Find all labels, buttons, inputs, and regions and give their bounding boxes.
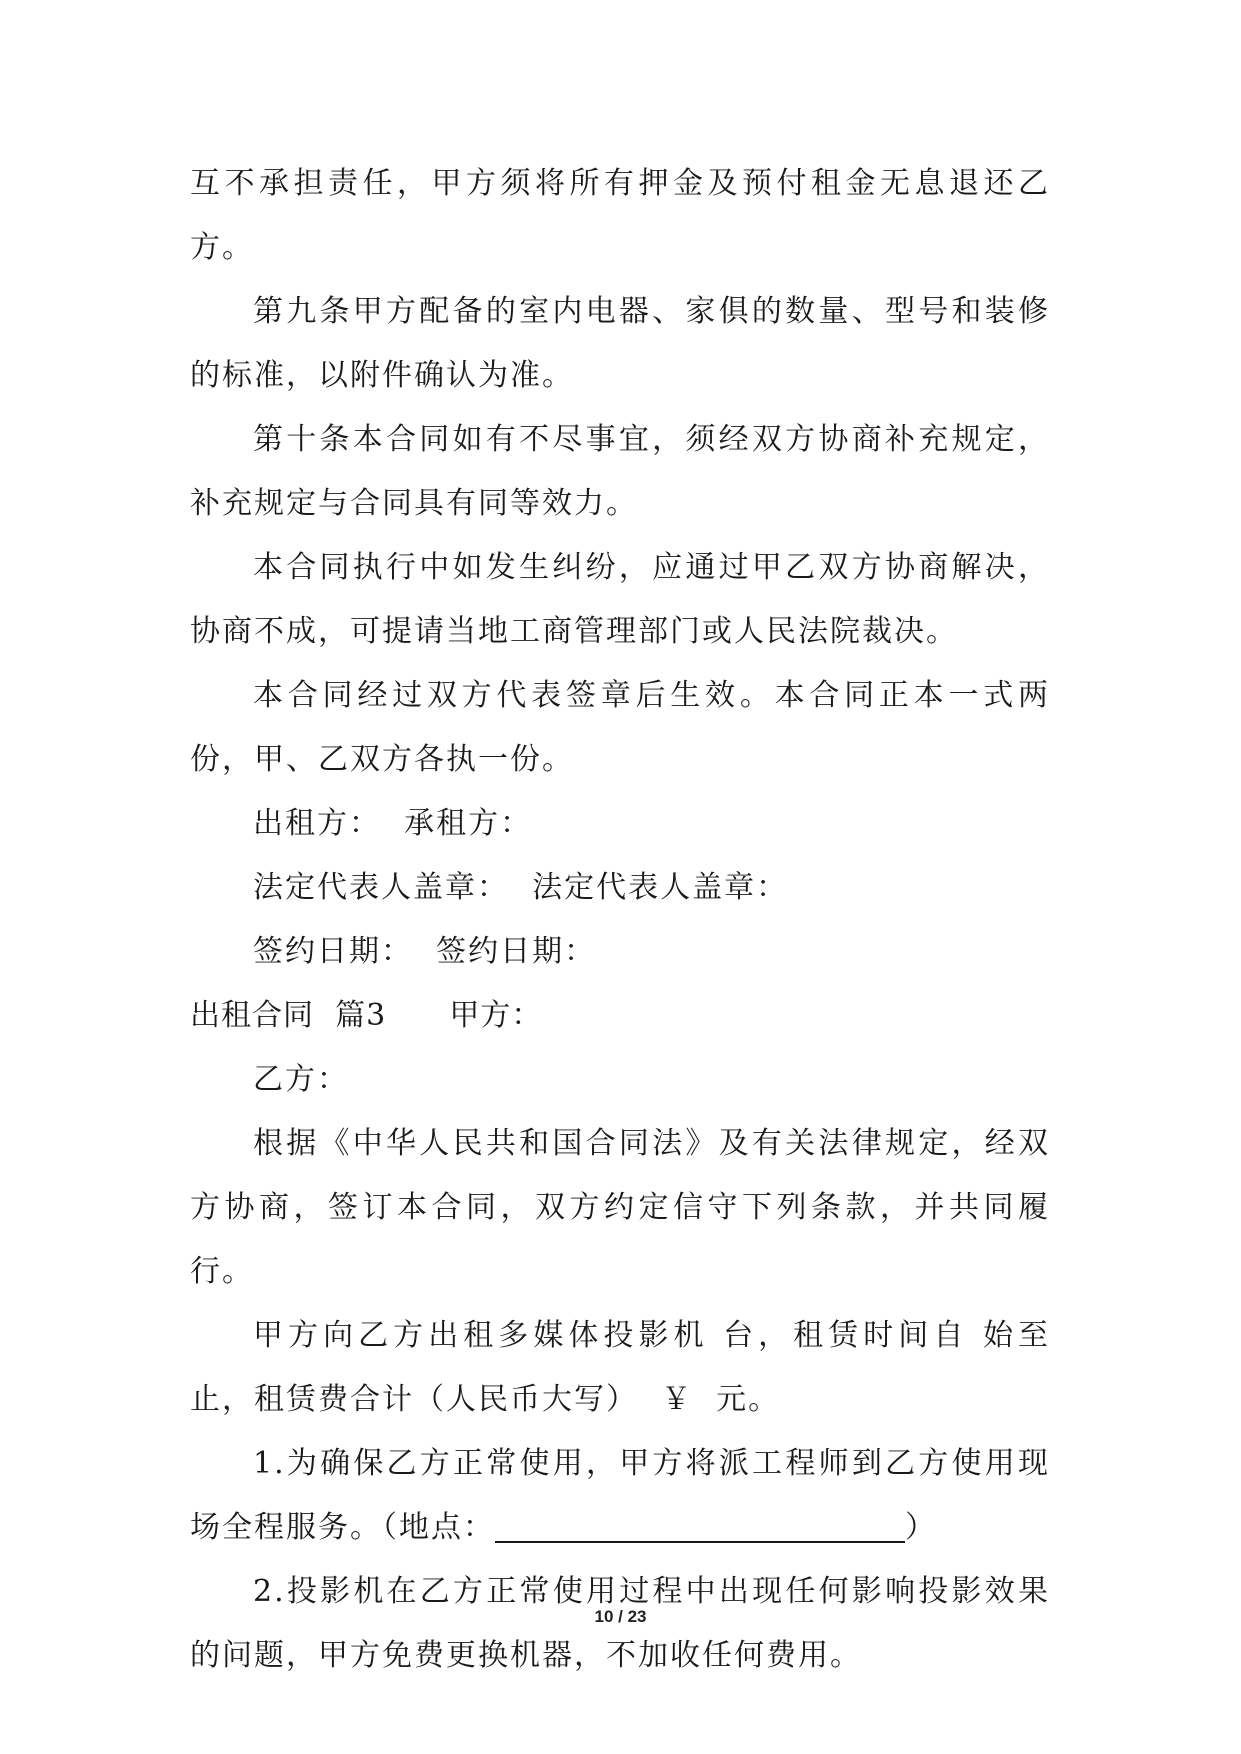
paragraph: 第九条甲方配备的室内电器、家俱的数量、型号和装修的标准，以附件确认为准。 — [190, 294, 1050, 393]
section-heading: 出租合同 篇3 甲方： — [190, 998, 543, 1033]
clause-item-1 — [190, 1432, 1050, 1560]
signature-line-date: 签约日期： 签约日期： — [253, 934, 597, 969]
document-body — [190, 152, 1062, 1688]
clause-item-1-text: 1.为确保乙方正常使用，甲方将派工程师到乙方使用现场全程服务。（地点： — [190, 1446, 1050, 1545]
clause-item-1-close: ） — [905, 1510, 937, 1545]
paragraph: 第十条本合同如有不尽事宜，须经双方协商补充规定，补充规定与合同具有同等效力。 — [190, 422, 1050, 521]
paragraph: 甲方向乙方出租多媒体投影机 台，租赁时间自 始至 止，租赁费合计（人民币大写） ￥ 元。 — [190, 1318, 1062, 1417]
location-blank — [495, 1501, 905, 1543]
clause-item-2: 2.投影机在乙方正常使用过程中出现任何影响投影效果的问题，甲方免费更换机器，不加收任何费用。 — [190, 1574, 1050, 1673]
party-b-line: 乙方： — [253, 1062, 349, 1097]
paragraph: 本合同执行中如发生纠纷，应通过甲乙双方协商解决，协商不成，可提请当地工商管理部门或人民法院裁决。 — [190, 550, 1050, 649]
page-number: 10 / 23 — [594, 1607, 647, 1626]
signature-line-lessor: 出租方： 承租方： — [253, 806, 533, 841]
paragraph: 互不承担责任，甲方须将所有押金及预付租金无息退还乙方。 — [190, 166, 1050, 265]
signature-line-representative: 法定代表人盖章： 法定代表人盖章： — [253, 870, 789, 905]
paragraph: 本合同经过双方代表签章后生效。本合同正本一式两份，甲、乙双方各执一份。 — [190, 678, 1050, 777]
paragraph: 根据《中华人民共和国合同法》及有关法律规定，经双方协商，签订本合同，双方约定信守下列条款，并共同履行。 — [190, 1126, 1050, 1289]
